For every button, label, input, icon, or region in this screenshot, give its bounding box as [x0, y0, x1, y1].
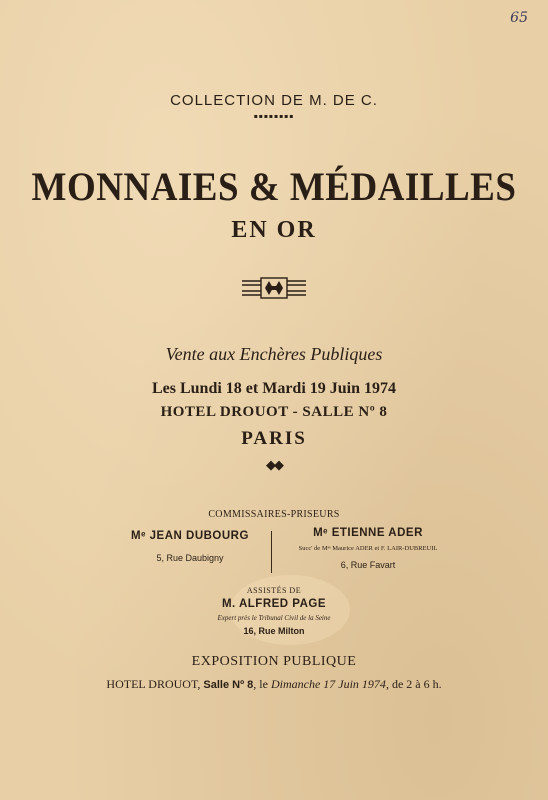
diamond-ornament: ◆◆: [266, 458, 282, 473]
sale-type: Vente aux Enchères Publiques: [165, 344, 383, 364]
decorative-ornament-icon: [241, 276, 307, 300]
auctioneer-right-address: 6, Rue Favart: [340, 560, 396, 570]
exhibition-venue: HOTEL DROUOT,: [106, 677, 204, 691]
column-divider: [271, 531, 272, 573]
exhibition-connector: , le: [253, 677, 271, 691]
exhibition-heading: EXPOSITION PUBLIQUE: [191, 654, 357, 669]
exhibition-details: [0, 677, 548, 692]
auctioneer-right: [278, 527, 458, 570]
catalogue-subtitle: EN OR: [231, 217, 317, 243]
exhibition-hours: , de 2 à 6 h.: [385, 677, 442, 691]
sale-dates: Les Lundi 18 et Mardi 19 Juin 1974: [151, 380, 397, 397]
exhibition-room: Salle Nº 8: [203, 679, 254, 691]
expert-address: 16, Rue Milton: [243, 626, 305, 636]
exhibition-date: Dimanche 17 Juin 1974: [270, 677, 386, 691]
auctioneer-right-successor: Succ' de Mᵉˢ Maurice ADER et F. LAIR-DUBREUIL: [298, 545, 438, 552]
catalogue-title: MONNAIES & MÉDAILLES: [31, 165, 517, 210]
auctioneers-heading: COMMISSAIRES-PRISEURS: [208, 509, 340, 520]
auctioneer-left-name: Mᵉ JEAN DUBOURG: [131, 530, 249, 542]
auctioneer-right-name: Mᵉ ETIENNE ADER: [313, 527, 423, 539]
auctioneer-left: [110, 530, 270, 563]
sale-venue: HOTEL DROUOT - SALLE Nº 8: [160, 404, 388, 420]
collection-heading: COLLECTION DE M. DE C.: [170, 92, 378, 109]
sale-city: PARIS: [241, 428, 307, 449]
dotted-rule: ▪▪▪▪▪▪▪▪: [253, 113, 295, 120]
handwritten-lot-number: 65: [510, 10, 528, 26]
expert-title: Expert près le Tribunal Civil de la Seine: [217, 614, 331, 622]
expert-name: M. ALFRED PAGE: [221, 598, 327, 610]
auctioneer-left-address: 5, Rue Daubigny: [156, 553, 224, 563]
expert-heading: ASSISTÉS DE: [246, 586, 302, 595]
